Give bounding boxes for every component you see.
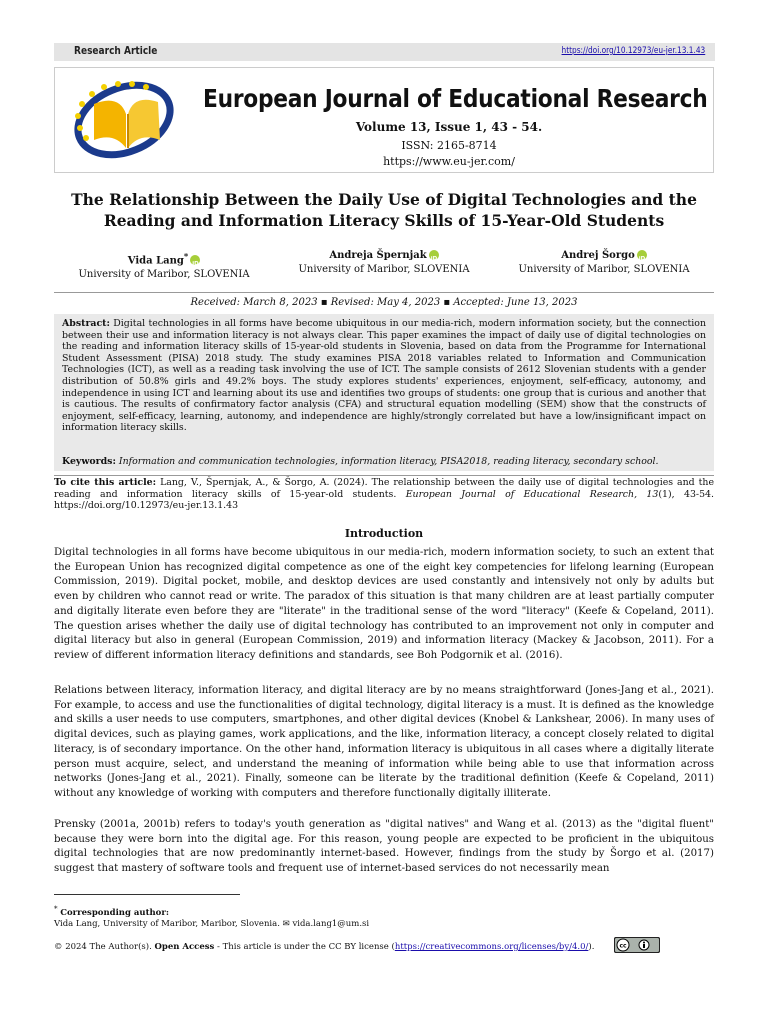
abstract-text: Digital technologies in all forms have become ubiquitous in our media-rich, modern information society, but the connection between their use and information literacy is not always clear. This paper examines the impact of daily use of digital technologies on the reading and information literacy skills of 15-year-old students in Slovenia, based on data from the Programme for International Student Assessment (PISA) 2018 study. The study examines PISA 2018 variables related to Information and Communication Technologies (ICT), as well as a reading task involving the use of ICT. The sample consists of 2612 Slovenian students with a gender distribution of 50.8% girls and 49.2% boys. The study explores students' experiences, enjoyment, self-efficacy, autonomy, and independence in using ICT and learning about its use and identifies two groups of students: one group that is curious and another that is cautious. The results of confirmatory factor analysis (CFA) and structural equation modelling (SEM) show that the constructs of enjoyment, self-efficacy, learning, autonomy, and independence are highly/strongly correlated but have a low/insignificant impact on information literacy skills. — [62, 318, 706, 434]
footnote-marker: * — [54, 904, 58, 913]
author-name: Vida Lang — [127, 255, 184, 267]
cc-by-badge-icon[interactable] — [614, 937, 660, 953]
author-2 — [274, 249, 494, 277]
top-bar — [54, 43, 715, 61]
footnote-divider — [54, 894, 240, 895]
intro-paragraph-3: Prensky (2001a, 2001b) refers to today's youth generation as "digital natives" and Wang et al. (2013) as the "digital fluent" because they were born into the digital age. For this reason, young people are expected to be proficient in the ubiquitous digital technologies that are now predominantly internet-based. However, findings from the study by Šorgo et al. (2017) suggest that mastery of software tools and frequent use of internet-based services do not necessarily mean — [54, 819, 714, 875]
footnote-heading — [54, 904, 169, 918]
intro-paragraph-2: Relations between literacy, information literacy, and digital literacy are by no means straightforward (Jones-Jang et al., 2021). For example, to access and use the functionalities of digital technology, digital literacy is a must. It is defined as the knowledge and skills a user needs to use computers, smartphones, and other digital devices (Knobel & Lankshear, 2006). In many uses of digital devices, such as playing games, work applications, and the like, information literacy, a concept closely related to digital literacy, is of secondary importance. On the other hand, information literacy is ubiquitous in all cases where a digitally literate person must acquire, select, and understand the meaning of information while being able to use that information across networks (Jones-Jang et al., 2021). Finally, someone can be literate by the traditional definition (Keefe & Copeland, 2011) without any knowledge of working with computers and therefore functionally digitally illiterate. — [54, 685, 714, 799]
corresponding-marker: * — [183, 251, 189, 261]
author-name: Andrej Šorgo — [561, 250, 635, 261]
license-link[interactable]: https://creativecommons.org/licenses/by/4.0/ — [394, 942, 589, 952]
journal-url[interactable]: https://www.eu-jer.com/ — [383, 155, 515, 168]
paper-title — [54, 189, 714, 231]
abstract-label: Abstract: — [62, 318, 110, 329]
orcid-icon[interactable] — [429, 250, 439, 260]
license-line — [54, 942, 594, 952]
article-type-label: Research Article — [74, 44, 158, 57]
keywords-label: Keywords: — [62, 456, 116, 467]
paper-title-line-1: The Relationship Between the Daily Use of Digital Technologies and the — [71, 190, 697, 209]
orcid-icon[interactable] — [637, 250, 647, 260]
license-middle: - This article is under the CC BY license ( — [214, 942, 395, 952]
keywords — [54, 456, 714, 467]
abstract-paragraph — [62, 318, 706, 434]
orcid-icon[interactable] — [190, 255, 200, 265]
footnote-text — [54, 919, 369, 929]
svg-text:cc: cc — [619, 942, 627, 950]
doi-link[interactable]: https://doi.org/10.12973/eu-jer.13.1.43 — [561, 46, 705, 56]
author-3 — [494, 249, 714, 277]
journal-logo-icon — [64, 74, 192, 162]
keywords-text: Information and communication technologies, information literacy, PISA2018, reading literacy, secondary school. — [118, 456, 659, 467]
journal-issn: ISSN: 2165-8714 — [401, 139, 497, 152]
author-affiliation: University of Maribor, SLOVENIA — [298, 264, 470, 275]
journal-title: European Journal of Educational Research — [203, 84, 708, 113]
citation-journal: European Journal of Educational Research, 13 — [405, 488, 659, 500]
paper-title-line-2: Reading and Information Literacy Skills of 15-Year-Old Students — [103, 211, 665, 230]
footnote-email[interactable]: vida.lang1@um.si — [292, 919, 370, 929]
author-affiliation: University of Maribor, SLOVENIA — [518, 264, 690, 275]
footnote-label: Corresponding author: — [60, 907, 169, 918]
license-prefix: © 2024 The Author(s). — [54, 942, 152, 952]
received-dates: Received: March 8, 2023 ▪ Revised: May 4, 2023 ▪ Accepted: June 13, 2023 — [54, 292, 714, 308]
footnote-author: Vida Lang, University of Maribor, Maribor, Slovenia. — [54, 919, 280, 929]
open-access-label: Open Access — [154, 942, 215, 952]
journal-volume: Volume 13, Issue 1, 43 - 54. — [355, 120, 543, 134]
license-suffix: ). — [588, 942, 595, 952]
intro-paragraph-1: Digital technologies in all forms have become ubiquitous in our media-rich, modern information society, to such an extent that the European Union has recognized digital competence as one of the eight key competencies for lifelong learning (European Commission, 2019). Digital pocket, mobile, and desktop devices are used constantly and intensively not only by adults but even by children who cannot read or write. The paradox of this situation is that many children are at least partially computer and digitally literate even before they are "literate" in the traditional sense of the word "literacy" (Keefe & Copeland, 2011). The question arises whether the daily use of digital technology has contributed to an improvement not only in computer and digital literacy but also in general (European Commission, 2019) and information literacy (Mackey & Jacobson, 2011). For a review of different information literacy definitions and standards, see Boh Podgornik et al. (2016). — [54, 547, 714, 661]
abstract-box — [54, 314, 714, 471]
envelope-icon: ✉ — [282, 919, 290, 929]
author-1 — [54, 249, 274, 282]
citation-label: To cite this article: — [54, 477, 157, 488]
citation-text: Lang, V., Špernjak, A., & Šorgo, A. (2024). The relationship between the daily use of digital technologies and the reading and information literacy skills of 15-year-old students. — [54, 477, 714, 500]
author-affiliation: University of Maribor, SLOVENIA — [78, 269, 250, 281]
introduction-heading: Introduction — [344, 527, 424, 540]
author-name: Andreja Špernjak — [329, 250, 427, 261]
citation-rest: (1), 43-54. https://doi.org/10.12973/eu-jer.13.1.43 — [54, 488, 715, 512]
citation — [54, 475, 714, 512]
